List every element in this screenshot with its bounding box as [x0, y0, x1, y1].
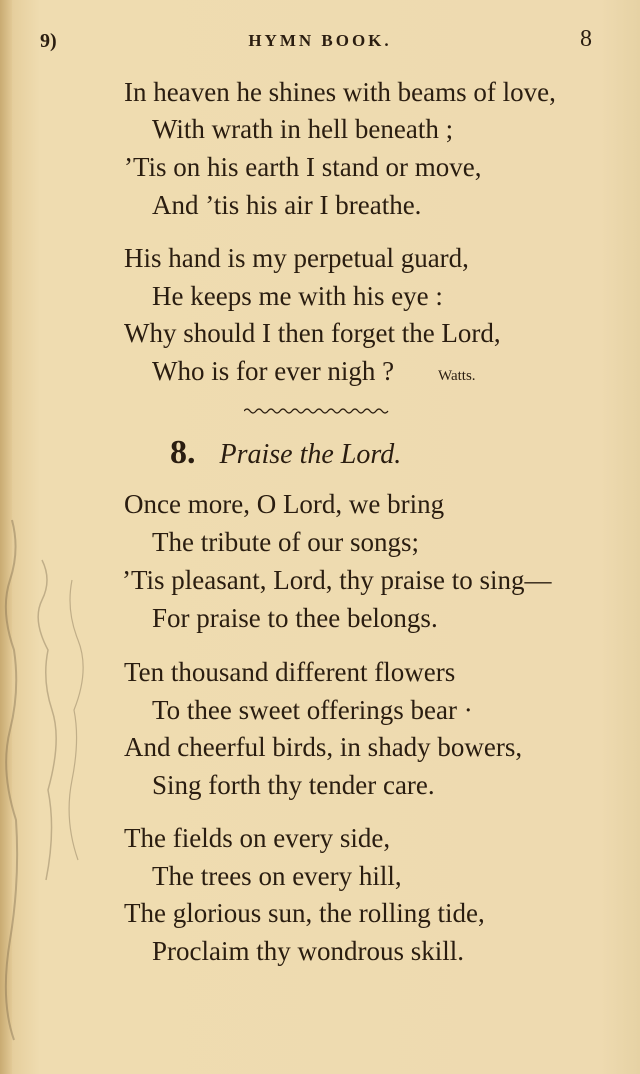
- hymn-heading: [170, 434, 401, 472]
- ornamental-divider: [244, 405, 390, 417]
- author-attribution: Watts.: [438, 368, 476, 384]
- verse-line: The glorious sun, the rolling tide,: [124, 898, 485, 928]
- running-header: [0, 26, 640, 56]
- margin-pencil-marks: [2, 500, 102, 1060]
- verse-line: To thee sweet offerings bear ·: [152, 695, 473, 725]
- verse-line: And ’tis his air I breathe.: [152, 190, 422, 220]
- page-number: 8: [580, 26, 592, 52]
- verse-line: ’Tis on his earth I stand or move,: [124, 152, 482, 182]
- verse-line: The trees on every hill,: [152, 861, 402, 891]
- verse-line: Proclaim thy wondrous skill.: [152, 936, 464, 966]
- verse-line: The tribute of our songs;: [152, 527, 419, 557]
- verse-line: ’Tis pleasant, Lord, thy praise to sing—: [122, 565, 552, 595]
- verse-line: Sing forth thy tender care.: [152, 770, 435, 800]
- verse-line: He keeps me with his eye :: [152, 281, 443, 311]
- hymn-title: Praise the Lord.: [219, 439, 402, 470]
- verse-line: With wrath in hell beneath ;: [152, 114, 454, 144]
- header-title: HYMN BOOK.: [248, 31, 392, 50]
- verse-line: For praise to thee belongs.: [152, 603, 438, 633]
- hymn-number: 8.: [170, 434, 196, 471]
- verse-line: Ten thousand different flowers: [124, 657, 456, 687]
- verse-line: In heaven he shines with beams of love,: [124, 77, 556, 107]
- verse-line: Why should I then forget the Lord,: [124, 318, 501, 348]
- verse-line: Once more, O Lord, we bring: [124, 489, 445, 519]
- verse-line: And cheerful birds, in shady bowers,: [124, 732, 523, 762]
- verse-line: The fields on every side,: [124, 823, 391, 853]
- header-left-number: 9): [40, 30, 57, 52]
- verse-line: His hand is my perpetual guard,: [124, 243, 469, 273]
- verse-line: Who is for ever nigh ?: [152, 356, 395, 386]
